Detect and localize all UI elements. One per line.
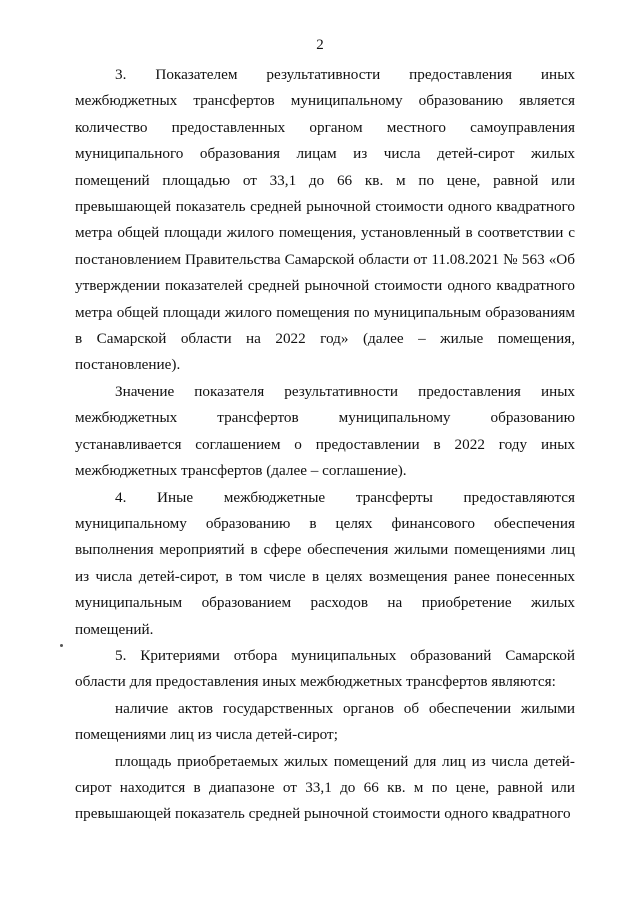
page-number: 2 <box>316 37 324 53</box>
paragraph-criterion-acts: наличие актов государственных органов об обеспечении жилыми помещениями лиц из числа детей-сирот; <box>75 699 575 744</box>
paragraph-indicator-value: Значение показателя результативности предоставления иных межбюджетных трансфертов муниципальному образованию устанавливается соглашением о предоставлении в 2022 году иных межбюджетных трансфертов (далее – соглашение). <box>75 382 575 480</box>
paragraph-purpose: 4. Иные межбюджетные трансферты предоставляются муниципальному образованию в целях финансового обеспечения выполнения мероприятий в сфере обеспечения жилыми помещениями лиц из числа детей-сирот, в том числе в целях возмещения ранее понесенных муниципальным образованием расходов на приобретение жилых помещений. <box>75 488 575 638</box>
paragraph-indicator: 3. Показателем результативности предоставления иных межбюджетных трансфертов муниципальному образованию является количество предоставленных органом местного самоуправления муниципального образования лицам из числа детей-сирот жилых помещений площадью от 33,1 до 66 кв. м по цене, равной или превышающей показатель средней рыночной стоимости одного квадратного метра общей площади жилого помещения, установленный в соответствии с постановлением Правительства Самарской области от 11.08.2021 № 563 «Об утверждении показателей средней рыночной стоимости одного квадратного метра общей площади жилого помещения по муниципальным образованиям в Самарской области на 2022 год» (далее – жилые помещения, постановление). <box>75 66 575 374</box>
document-body <box>75 62 575 828</box>
paragraph-criterion-area: площадь приобретаемых жилых помещений для лиц из числа детей-сирот находится в диапазоне от 33,1 до 66 кв. м по цене, равной или превышающей показатель средней рыночной стоимости одного квадратного <box>75 752 575 823</box>
margin-dot <box>60 644 63 647</box>
paragraph-criteria: 5. Критериями отбора муниципальных образований Самарской области для предоставления иных межбюджетных трансфертов являются: <box>75 646 575 691</box>
